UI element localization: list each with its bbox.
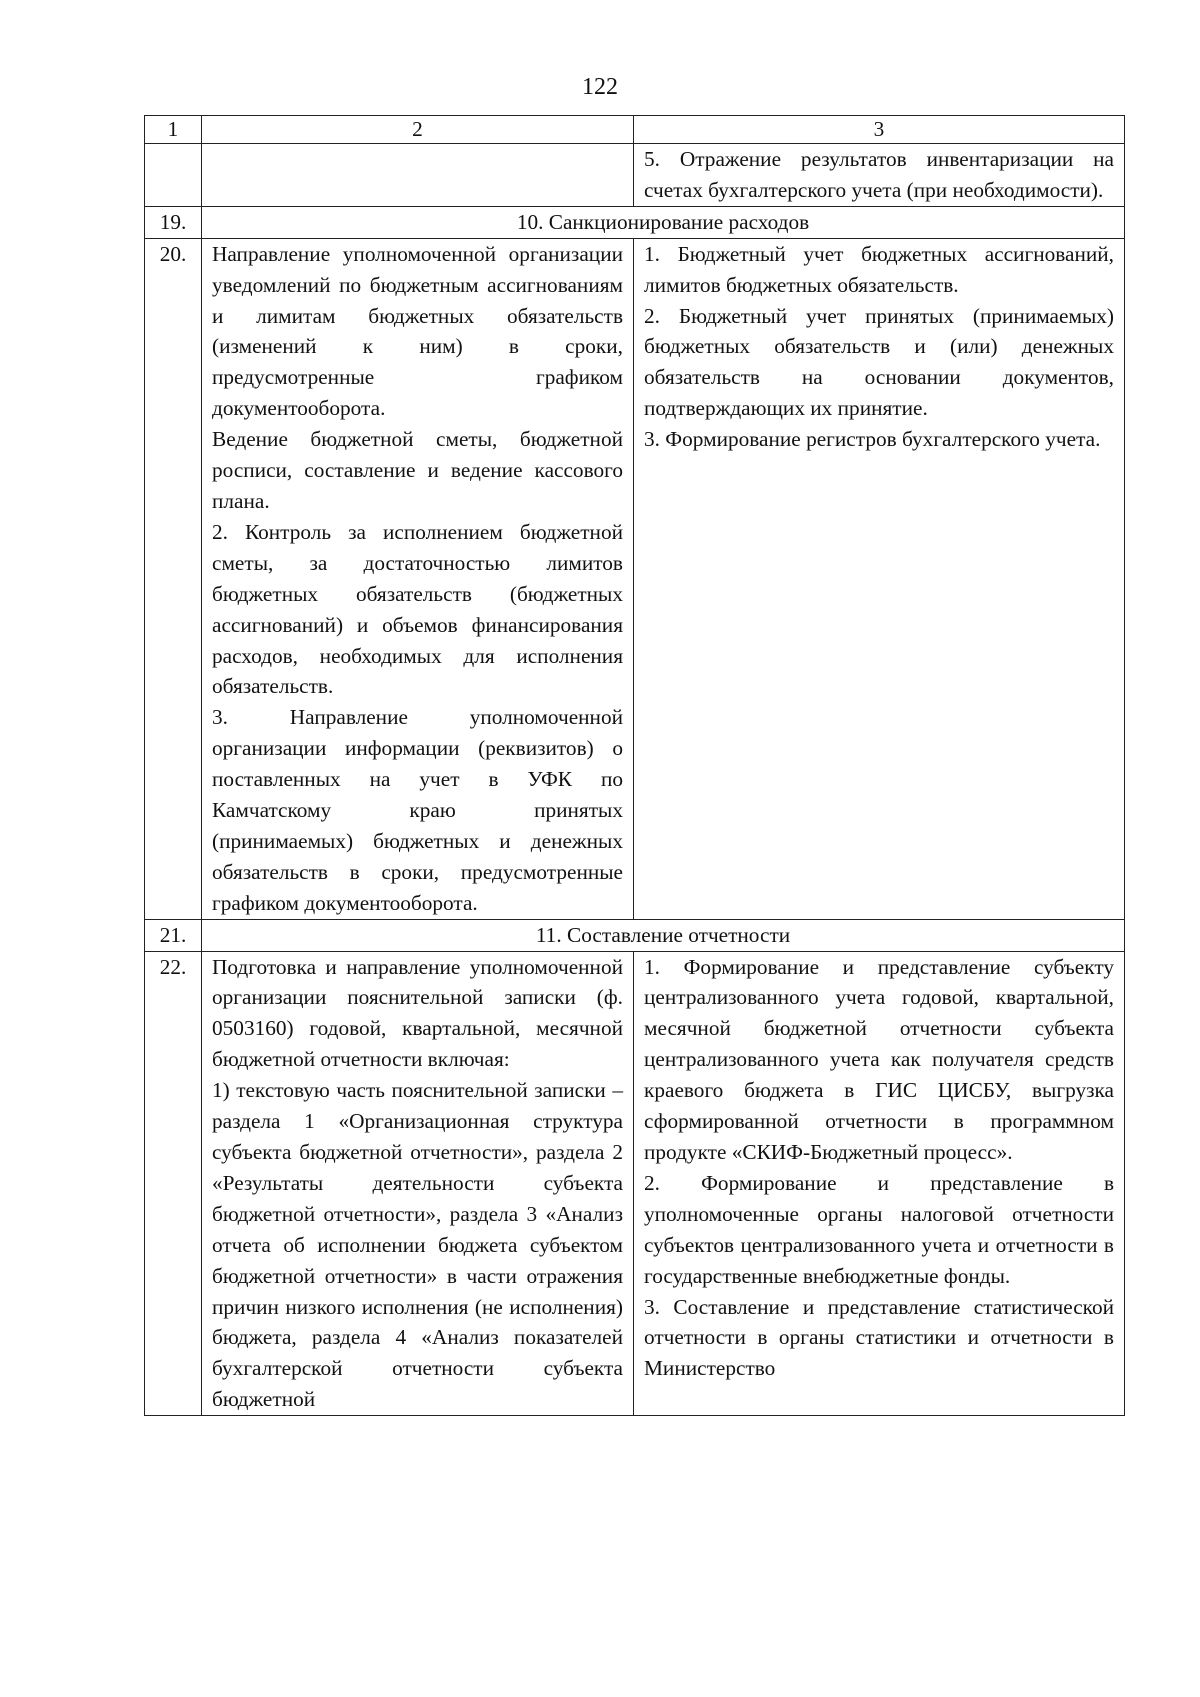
section-title: 11. Составление отчетности <box>202 919 1125 951</box>
row-col3-cell <box>634 238 1125 919</box>
document-table <box>144 115 1125 1416</box>
table-row-19 <box>145 206 1125 238</box>
table-paragraph: 2. Контроль за исполнением бюджетной сметы, за достаточностью лимитов бюджетных обязательств (бюджетных ассигнований) и объемов финансирования расходов, необходимых для исполнения обязательств. <box>212 519 623 699</box>
table-paragraph: 3. Формирование регистров бухгалтерского учета. <box>644 427 1101 452</box>
table-paragraph: 5. Отражение результатов инвентаризации на счетах бухгалтерского учета (при необходимости). <box>644 147 1114 202</box>
row-number: 20. <box>145 238 202 919</box>
row-col2-cell <box>202 238 634 919</box>
row-number: 19. <box>145 206 202 238</box>
row-number-cell <box>145 144 202 207</box>
header-cell-col3: 3 <box>634 116 1125 144</box>
table-paragraph: 3. Составление и представление статистической отчетности в органы статистики и отчетности в Министерство <box>644 1294 1114 1381</box>
row-col2-cell <box>202 144 634 207</box>
header-cell-col2: 2 <box>202 116 634 144</box>
table-paragraph: Направление уполномоченной организации уведомлений по бюджетным ассигнованиям и лимитам бюджетных обязательств (изменений к ним) в сроки, предусмотренные графиком документооборота. <box>212 241 623 421</box>
table-header-row <box>145 116 1125 144</box>
table-paragraph: Ведение бюджетной сметы, бюджетной росписи, составление и ведение кассового плана. <box>212 427 623 513</box>
row-col3-cell <box>634 951 1125 1416</box>
table-paragraph: 1. Бюджетный учет бюджетных ассигнований, лимитов бюджетных обязательств. <box>644 241 1114 297</box>
row-number: 21. <box>145 919 202 951</box>
table-paragraph: Подготовка и направление уполномоченной организации пояснительной записки (ф. 0503160) годовой, квартальной, месячной бюджетной отчетности включая: <box>212 954 623 1072</box>
table-row-20 <box>145 238 1125 919</box>
table-row-continuation <box>145 144 1125 207</box>
header-cell-col1: 1 <box>145 116 202 144</box>
table-paragraph: 3. Направление уполномоченной организации информации (реквизитов) о поставленных на учет в УФК по Камчатскому краю принятых (принимаемых) бюджетных и денежных обязательств в сроки, предусмотренные графиком документооборота. <box>212 705 623 915</box>
table-paragraph: 1. Формирование и представление субъекту централизованного учета годовой, квартальной, месячной бюджетной отчетности субъекта централизованного учета как получателя средств краевого бюджета в ГИС ЦИСБУ, выгрузка сформированной отчетности в программном продукте «СКИФ-Бюджетный процесс». <box>644 954 1114 1164</box>
row-col2-cell <box>202 951 634 1416</box>
page-number: 122 <box>582 74 618 100</box>
table-row-21 <box>145 919 1125 951</box>
table-paragraph: 1) текстовую часть пояснительной записки – раздела 1 «Организационная структура субъекта бюджетной отчетности», раздела 2 «Результаты деятельности субъекта бюджетной отчетности», раздела 3 «Анализ отчета об исполнении бюджета субъектом бюджетной отчетности» в части отражения причин низкого исполнения (не исполнения) бюджета, раздела 4 «Анализ показателей бухгалтерской отчетности субъекта бюджетной <box>212 1078 623 1412</box>
row-col3-cell <box>634 144 1125 207</box>
table-paragraph: 2. Бюджетный учет принятых (принимаемых) бюджетных обязательств и (или) денежных обязательств на основании документов, подтверждающих их принятие. <box>644 303 1114 421</box>
table-paragraph: 2. Формирование и представление в уполномоченные органы налоговой отчетности субъектов централизованного учета и отчетности в государственные внебюджетные фонды. <box>644 1170 1114 1288</box>
table-row-22 <box>145 951 1125 1416</box>
section-title: 10. Санкционирование расходов <box>202 206 1125 238</box>
row-number: 22. <box>145 951 202 1416</box>
